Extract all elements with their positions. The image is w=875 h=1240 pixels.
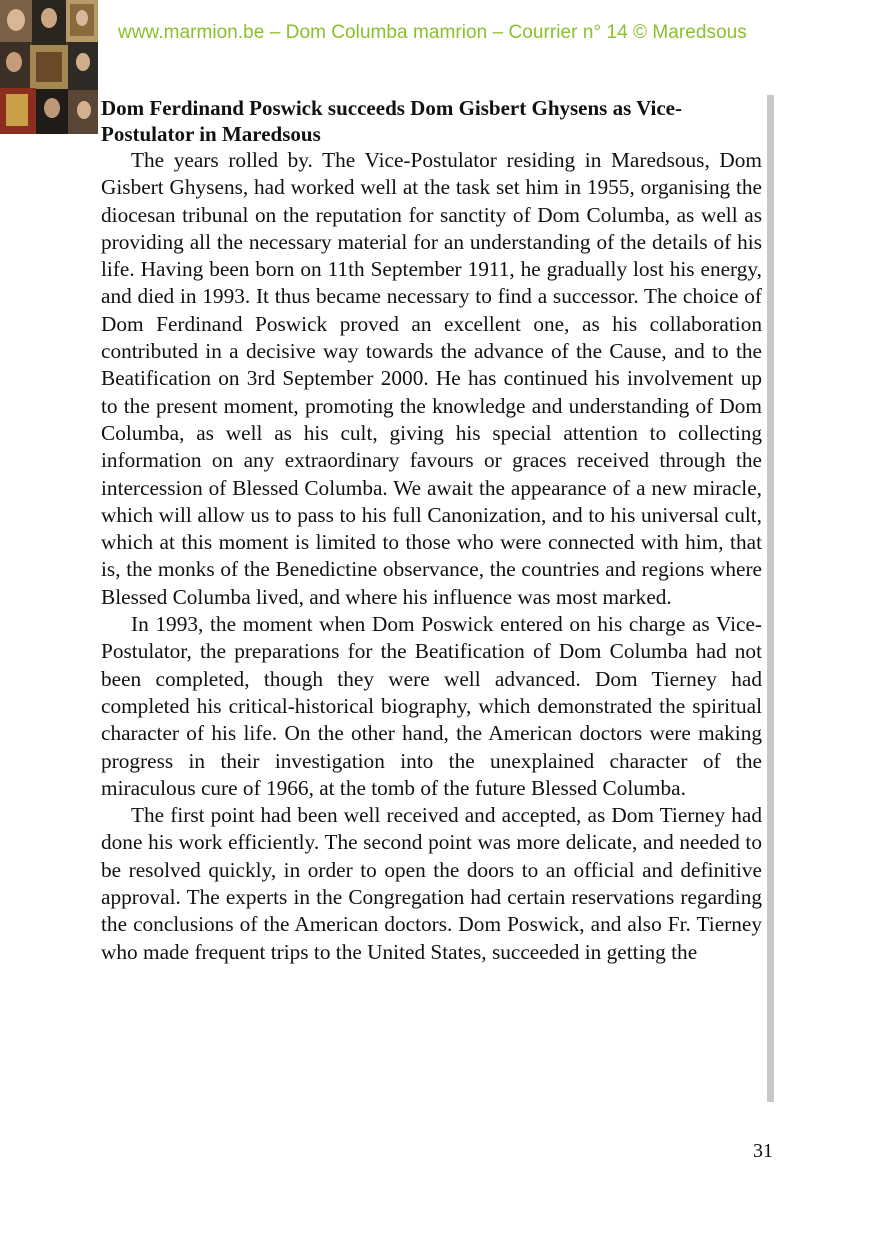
page-number: 31 <box>753 1140 773 1162</box>
article-heading: Dom Ferdinand Poswick succeeds Dom Gisbert Ghysens as Vice-Postulator in Maredsous <box>101 96 682 146</box>
portrait-collage-image <box>0 0 98 134</box>
running-header: www.marmion.be – Dom Columba mamrion – Courrier n° 14 © Maredsous <box>118 22 747 43</box>
article-body <box>101 95 762 966</box>
paragraph: In 1993, the moment when Dom Poswick entered on his charge as Vice-Postulator, the preparations for the Beatification of Dom Columba had not been completed, though they were well advanced. Dom Tierney had completed his critical-historical biography, which demonstrated the spiritual character of his life. On the other hand, the American doctors were making progress in their investigation into the unexplained character of the miraculous cure of 1966, at the tomb of the future Blessed Columba. <box>101 612 762 800</box>
paragraph: The years rolled by. The Vice-Postulator residing in Maredsous, Dom Gisbert Ghysens, had worked well at the task set him in 1955, organising the diocesan tribunal on the reputation for sanctity of Dom Columba, as well as providing all the necessary material for an understanding of the details of his life. Having been born on 11th September 1911, he gradually lost his energy, and died in 1993. It thus became necessary to find a successor. The choice of Dom Ferdinand Poswick proved an excellent one, as his collaboration contributed in a decisive way towards the advance of the Cause, and to the Beatification on 3rd September 2000. He has continued his involvement up to the present moment, promoting the knowledge and understanding of Dom Columba, as well as his cult, giving his special attention to collecting information on any extraordinary favours or graces received through the intercession of Blessed Columba. We await the appearance of a new miracle, which will allow us to pass to his full Canonization, and to his universal cult, which at this moment is limited to those who were connected with him, that is, the monks of the Benedictine observance, the countries and regions where Blessed Columba lived, and where his influence was most marked. <box>101 148 762 609</box>
margin-rule <box>767 95 774 1102</box>
paragraph: The first point had been well received and accepted, as Dom Tierney had done his work efficiently. The second point was more delicate, and needed to be resolved quickly, in order to open the doors to an official and definitive approval. The experts in the Congregation had certain reservations regarding the conclusions of the American doctors. Dom Poswick, and also Fr. Tierney who made frequent trips to the United States, succeeded in getting the <box>101 803 762 964</box>
collage-graphic <box>0 0 98 134</box>
